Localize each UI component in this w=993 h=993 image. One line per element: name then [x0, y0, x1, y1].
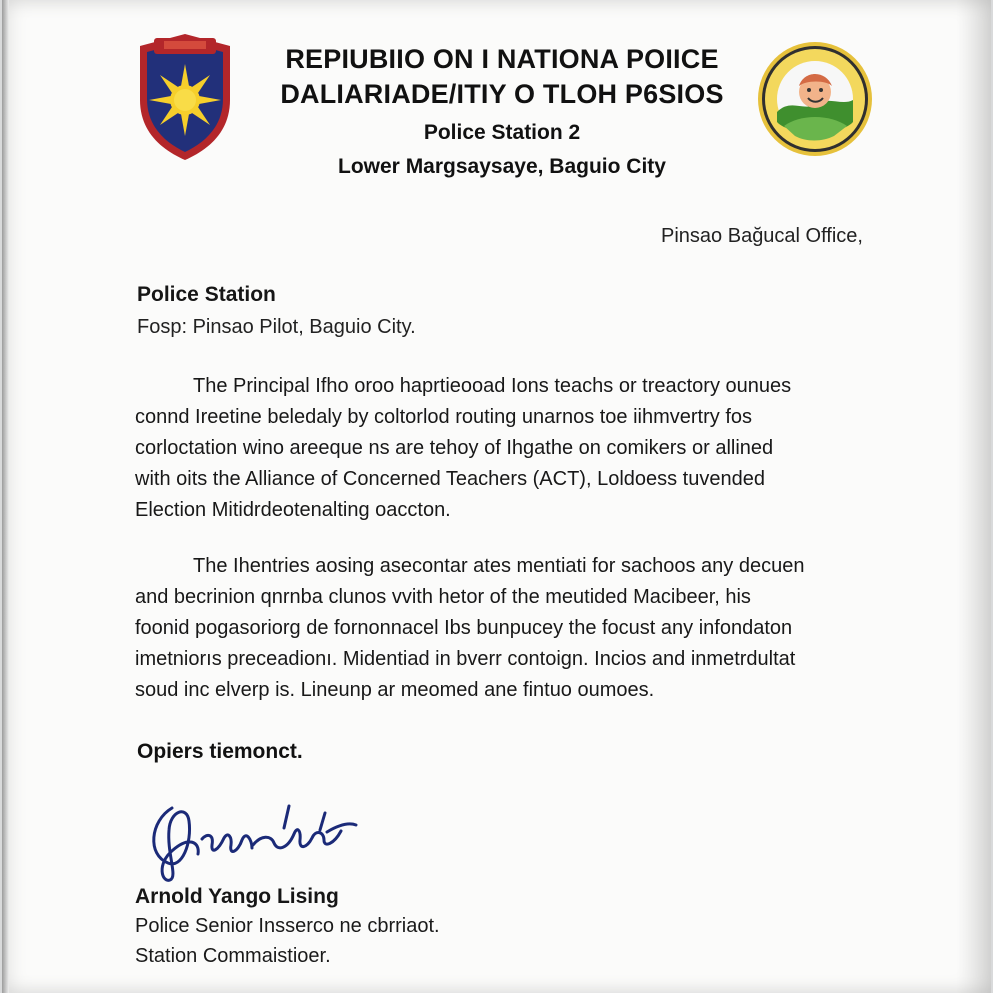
paragraph-1-line-3: corloctation wino areeque ns are tehoy of Ihgathe on comikers or allined: [135, 437, 774, 459]
paragraph-2-line-1: The Ihentries aosing asecontar ates mentiati for sachoos any decuen: [193, 555, 805, 577]
letterhead-location: Lower Margsaysaye, Baguio City: [338, 155, 666, 178]
city-seal-logo: [756, 40, 874, 158]
signer-title-1: Police Senior Insserco ne cbrriaot.: [135, 915, 440, 937]
recipient-block: [137, 282, 897, 342]
police-badge-logo: [130, 28, 240, 162]
paragraph-1-line-5: Election Mitidrdeotenalting oaccton.: [135, 499, 451, 521]
paragraph-1-line-1: The Principal Ifho oroo haprtieooad Ions teachs or treactory ounues: [193, 375, 792, 397]
letter-page: [2, 0, 991, 993]
office-line: Pinsao Bağucal Office,: [661, 225, 863, 247]
body-paragraph-1: [135, 371, 875, 526]
signer-title-2: Station Commaistioer.: [135, 945, 331, 967]
letterhead-station: Police Station 2: [423, 121, 581, 144]
body-paragraph-2: [135, 551, 875, 706]
paper-left-edge: [2, 0, 9, 993]
paragraph-2-line-5: soud inc elverp is. Lineunp ar meomed ane fintuo oumoes.: [135, 679, 655, 701]
signature-graphic: [134, 788, 374, 883]
signer-name: Arnold Yango Lising: [135, 885, 339, 908]
recipient-name: Police Station: [137, 283, 276, 306]
signer-block: [135, 883, 835, 971]
paper-right-shadow: [956, 0, 991, 993]
paragraph-1-line-4: with oits the Alliance of Concerned Teachers (ACT), Loldoess tuvended: [135, 468, 765, 490]
closing-line: Opiers tiemonct.: [137, 740, 303, 763]
paragraph-2-line-2: and becrinion qnrnba clunos vvith hetor of the meutided Macibeer, his: [135, 586, 751, 608]
letterhead-line-1: REPIUBIIO ON I NATIONA POIICE: [285, 44, 719, 74]
paragraph-2-line-3: foonid pogasoriorg de fornonnacel Ibs bunpucey the focust any infondaton: [135, 617, 793, 639]
paragraph-1-line-2: connd Ireetine beledaly by coltorlod routing unarnos toe iihmvertry fos: [135, 406, 753, 428]
paragraph-2-line-4: imetniorıs preceadionı. Midentiad in bverr contoign. Incios and inmetrdultat: [135, 648, 796, 670]
letterhead-line-2: DALIARIADE/ITIY O TLOH P6SIOS: [280, 79, 724, 109]
recipient-address: Fosp: Pinsao Pilot, Baguio City.: [137, 316, 416, 338]
